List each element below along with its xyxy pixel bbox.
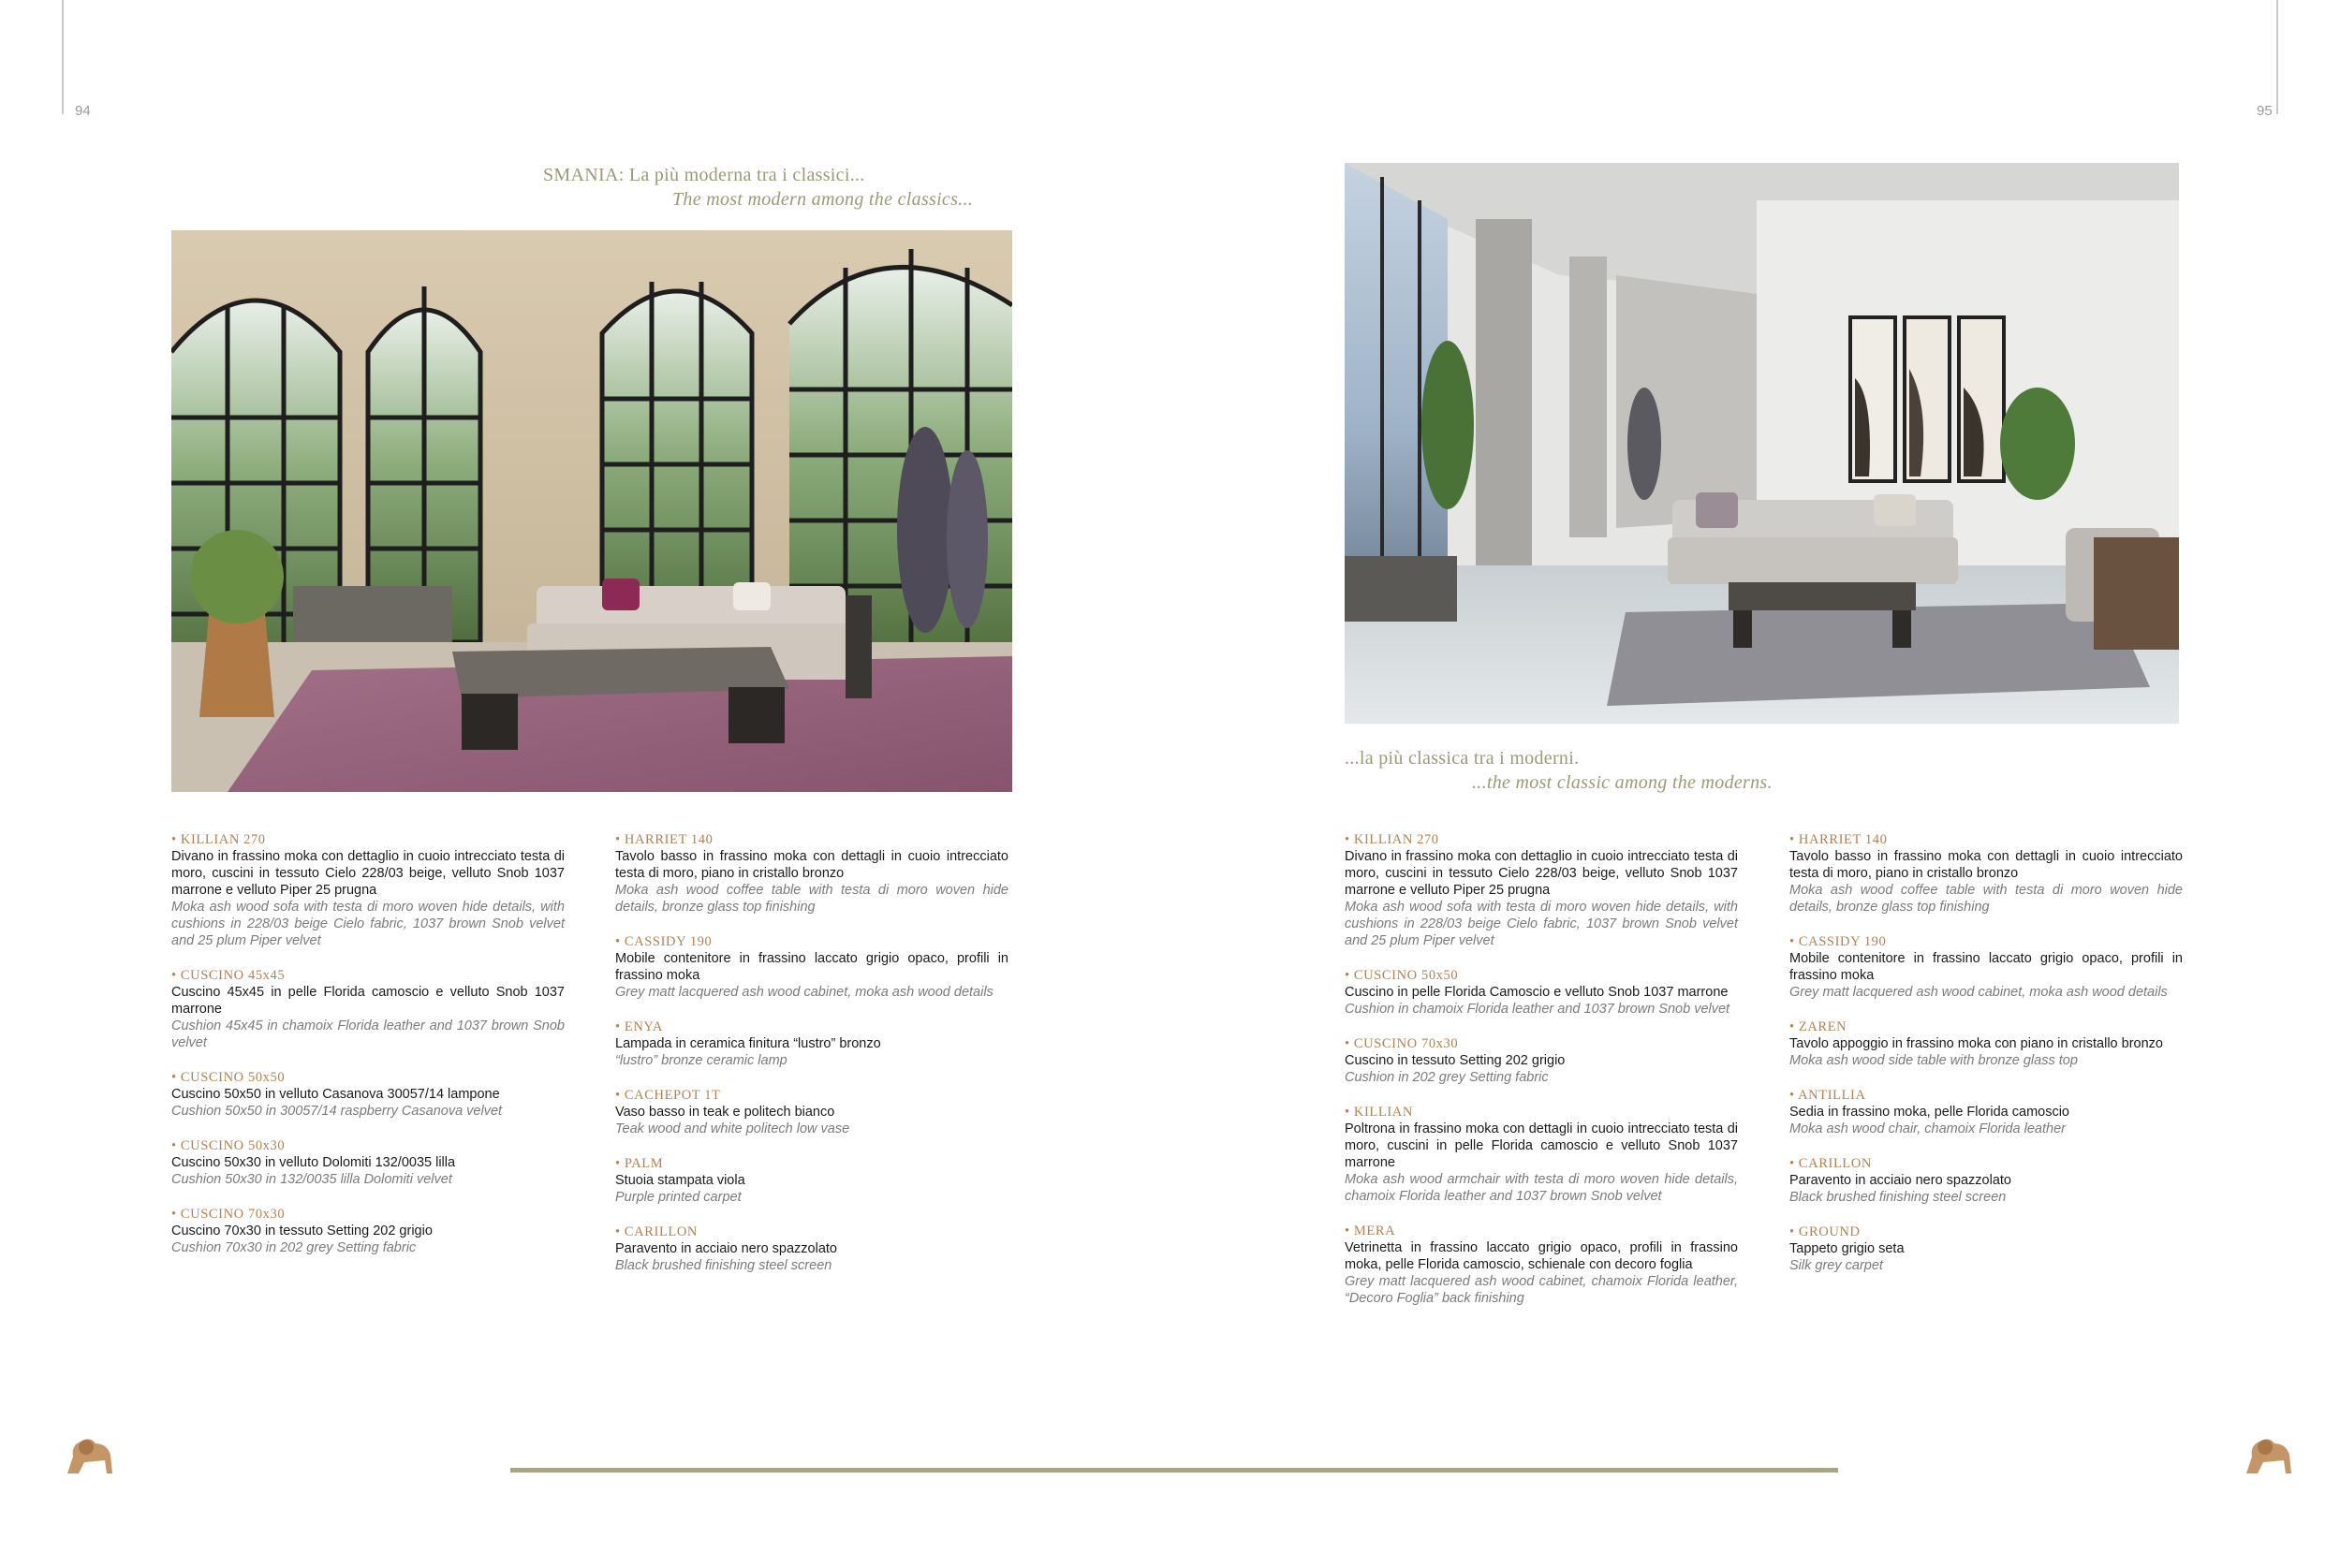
product-name: • CUSCINO 50x30	[171, 1138, 286, 1153]
product-name: • CUSCINO 70x30	[1345, 1036, 1459, 1051]
product-entry	[171, 831, 565, 949]
product-description-italian: Stuoia stampata viola	[615, 1173, 745, 1188]
page-number-left: 94	[75, 103, 91, 119]
product-list-column-3	[1345, 831, 1738, 1325]
product-description-italian: Tavolo basso in frassino moka con dettagli in cuoio intrecciato testa di moro, piano in cristallo bronzo	[615, 849, 1008, 881]
product-description-english: Grey matt lacquered ash wood cabinet, chamoix Florida leather, “Decoro Foglia” back finishing	[1345, 1274, 1738, 1306]
product-name: • GROUND	[1789, 1224, 1861, 1239]
product-name: • CUSCINO 70x30	[171, 1207, 286, 1222]
product-description-english: Grey matt lacquered ash wood cabinet, moka ash wood details	[1789, 985, 2168, 1000]
product-description-italian: Cuscino 50x30 in velluto Dolomiti 132/0035 lilla	[171, 1155, 456, 1170]
product-description-english: “lustro” bronze ceramic lamp	[615, 1053, 787, 1068]
product-entry	[1345, 1104, 1738, 1205]
product-entry	[171, 1069, 565, 1120]
product-entry	[615, 831, 1008, 916]
product-name: • CARILLON	[1789, 1156, 1873, 1171]
left-tagline	[543, 163, 1030, 212]
product-description-english: Purple printed carpet	[615, 1190, 742, 1205]
right-tagline-english: ...the most classic among the moderns.	[1472, 772, 1773, 793]
product-description-italian: Mobile contenitore in frassino laccato grigio opaco, profili in frassino moka	[615, 951, 1008, 983]
product-description-italian: Divano in frassino moka con dettaglio in cuoio intrecciato testa di moro, cuscini in tessuto Cielo 228/03 beige, velluto Snob 1037 marrone e velluto Piper 25 prugna	[171, 849, 565, 898]
living-room-photo-right	[1345, 163, 2179, 724]
left-tagline-italian: SMANIA: La più moderna tra i classici...	[543, 165, 865, 185]
product-name: • CACHEPOT 1T	[615, 1088, 721, 1103]
product-description-italian: Poltrona in frassino moka con dettagli in cuoio intrecciato testa di moro, cuscini in pelle Florida camoscio e velluto Snob 1037 marrone	[1345, 1121, 1738, 1170]
product-description-english: Moka ash wood side table with bronze glass top	[1789, 1053, 2078, 1068]
product-description-english: Moka ash wood coffee table with testa di moro woven hide details, bronze glass top finishing	[1789, 883, 2183, 915]
loft-scene-illustration	[1345, 163, 2179, 724]
product-description-english: Moka ash wood sofa with testa di moro woven hide details, with cushions in 228/03 beige Cielo fabric, 1037 brown Snob velvet and 25 plum Piper velvet	[1345, 900, 1738, 948]
product-description-english: Cushion 70x30 in 202 grey Setting fabric	[171, 1240, 417, 1255]
product-list-column-4	[1789, 831, 2183, 1292]
product-description-italian: Mobile contenitore in frassino laccato grigio opaco, profili in frassino moka	[1789, 951, 2183, 983]
product-name: • CUSCINO 45x45	[171, 968, 286, 983]
bottom-divider-rule	[510, 1468, 1838, 1473]
product-name: • KILLIAN 270	[171, 832, 266, 847]
product-description-english: Cushion in chamoix Florida leather and 1037 brown Snob velvet	[1345, 1002, 1730, 1017]
product-entry	[171, 1137, 565, 1188]
product-description-english: Silk grey carpet	[1789, 1258, 1883, 1273]
product-entry	[1789, 1224, 2183, 1274]
product-name: • CASSIDY 190	[1789, 934, 1887, 949]
lion-logo-right	[2241, 1432, 2295, 1477]
product-description-italian: Tavolo basso in frassino moka con dettagli in cuoio intrecciato testa di moro, piano in cristallo bronzo	[1789, 849, 2183, 881]
product-description-italian: Paravento in acciaio nero spazzolato	[1789, 1173, 2011, 1188]
product-entry	[615, 933, 1008, 1001]
product-description-english: Cushion 50x30 in 132/0035 lilla Dolomiti velvet	[171, 1172, 452, 1187]
product-entry	[615, 1018, 1008, 1069]
conservatory-scene-illustration	[171, 230, 1012, 792]
product-name: • MERA	[1345, 1224, 1396, 1238]
product-description-italian: Tappeto grigio seta	[1789, 1241, 1905, 1256]
product-description-english: Moka ash wood chair, chamoix Florida leather	[1789, 1121, 2066, 1136]
right-page-edge-line	[2276, 0, 2278, 114]
lion-logo-left	[62, 1432, 116, 1477]
product-entry	[1789, 1018, 2183, 1069]
product-description-italian: Lampada in ceramica finitura “lustro” bronzo	[615, 1036, 881, 1051]
product-list-column-2	[615, 831, 1008, 1292]
right-tagline-italian: ...la più classica tra i moderni.	[1345, 748, 1580, 769]
product-description-english: Moka ash wood armchair with testa di moro woven hide details, chamoix Florida leather and 1037 brown Snob velvet	[1345, 1172, 1738, 1204]
product-name: • PALM	[615, 1156, 664, 1171]
product-name: • ZAREN	[1789, 1019, 1847, 1034]
product-entry	[171, 967, 565, 1051]
product-entry	[1345, 967, 1738, 1018]
product-description-italian: Cuscino 45x45 in pelle Florida camoscio e velluto Snob 1037 marrone	[171, 985, 565, 1017]
product-entry	[1789, 933, 2183, 1001]
right-tagline	[1345, 746, 1832, 795]
product-description-english: Moka ash wood sofa with testa di moro woven hide details, with cushions in 228/03 beige Cielo fabric, 1037 brown Snob velvet and 25 plum Piper velvet	[171, 900, 565, 948]
product-description-english: Moka ash wood coffee table with testa di moro woven hide details, bronze glass top finishing	[615, 883, 1008, 915]
product-description-italian: Cuscino 50x50 in velluto Casanova 30057/14 lampone	[171, 1087, 500, 1102]
left-tagline-english: The most modern among the classics...	[672, 189, 974, 210]
product-name: • HARRIET 140	[1789, 832, 1888, 847]
product-description-italian: Cuscino in pelle Florida Camoscio e velluto Snob 1037 marrone	[1345, 985, 1729, 1000]
product-name: • CARILLON	[615, 1224, 699, 1239]
product-description-italian: Divano in frassino moka con dettaglio in cuoio intrecciato testa di moro, cuscini in tessuto Cielo 228/03 beige, velluto Snob 1037 marrone e velluto Piper 25 prugna	[1345, 849, 1738, 898]
product-name: • ANTILLIA	[1789, 1088, 1866, 1103]
product-entry	[1789, 831, 2183, 916]
product-description-italian: Vetrinetta in frassino laccato grigio opaco, profili in frassino moka, pelle Florida camoscio, schienale con decoro foglia	[1345, 1240, 1738, 1272]
product-name: • CUSCINO 50x50	[171, 1070, 286, 1085]
product-entry	[171, 1206, 565, 1256]
product-entry	[1789, 1155, 2183, 1206]
product-name: • HARRIET 140	[615, 832, 714, 847]
product-list-column-1	[171, 831, 565, 1274]
product-description-english: Cushion in 202 grey Setting fabric	[1345, 1070, 1549, 1085]
product-description-english: Cushion 50x50 in 30057/14 raspberry Casanova velvet	[171, 1104, 503, 1119]
living-room-photo-left	[171, 230, 1012, 792]
product-entry	[1345, 1223, 1738, 1307]
product-entry	[1345, 831, 1738, 949]
lion-icon	[62, 1432, 116, 1477]
product-entry	[615, 1155, 1008, 1206]
product-description-italian: Vaso basso in teak e politech bianco	[615, 1105, 835, 1120]
page-number-right: 95	[2257, 103, 2273, 119]
product-description-english: Black brushed finishing steel screen	[615, 1258, 832, 1273]
product-entry	[1345, 1035, 1738, 1086]
product-name: • CASSIDY 190	[615, 934, 713, 949]
product-description-italian: Sedia in frassino moka, pelle Florida camoscio	[1789, 1105, 2069, 1120]
product-description-english: Black brushed finishing steel screen	[1789, 1190, 2007, 1205]
product-name: • ENYA	[615, 1019, 663, 1034]
product-description-english: Cushion 45x45 in chamoix Florida leather and 1037 brown Snob velvet	[171, 1018, 565, 1050]
product-description-italian: Cuscino in tessuto Setting 202 grigio	[1345, 1053, 1566, 1068]
left-page-edge-line	[62, 0, 64, 114]
product-entry	[1789, 1087, 2183, 1137]
product-description-italian: Paravento in acciaio nero spazzolato	[615, 1241, 837, 1256]
product-description-english: Grey matt lacquered ash wood cabinet, moka ash wood details	[615, 985, 993, 1000]
product-description-italian: Cuscino 70x30 in tessuto Setting 202 grigio	[171, 1224, 433, 1238]
product-name: • KILLIAN 270	[1345, 832, 1439, 847]
product-name: • CUSCINO 50x50	[1345, 968, 1459, 983]
lion-icon	[2241, 1432, 2295, 1477]
product-entry	[615, 1087, 1008, 1137]
product-description-italian: Tavolo appoggio in frassino moka con piano in cristallo bronzo	[1789, 1036, 2163, 1051]
product-name: • KILLIAN	[1345, 1105, 1413, 1120]
product-entry	[615, 1224, 1008, 1274]
product-description-english: Teak wood and white politech low vase	[615, 1121, 850, 1136]
